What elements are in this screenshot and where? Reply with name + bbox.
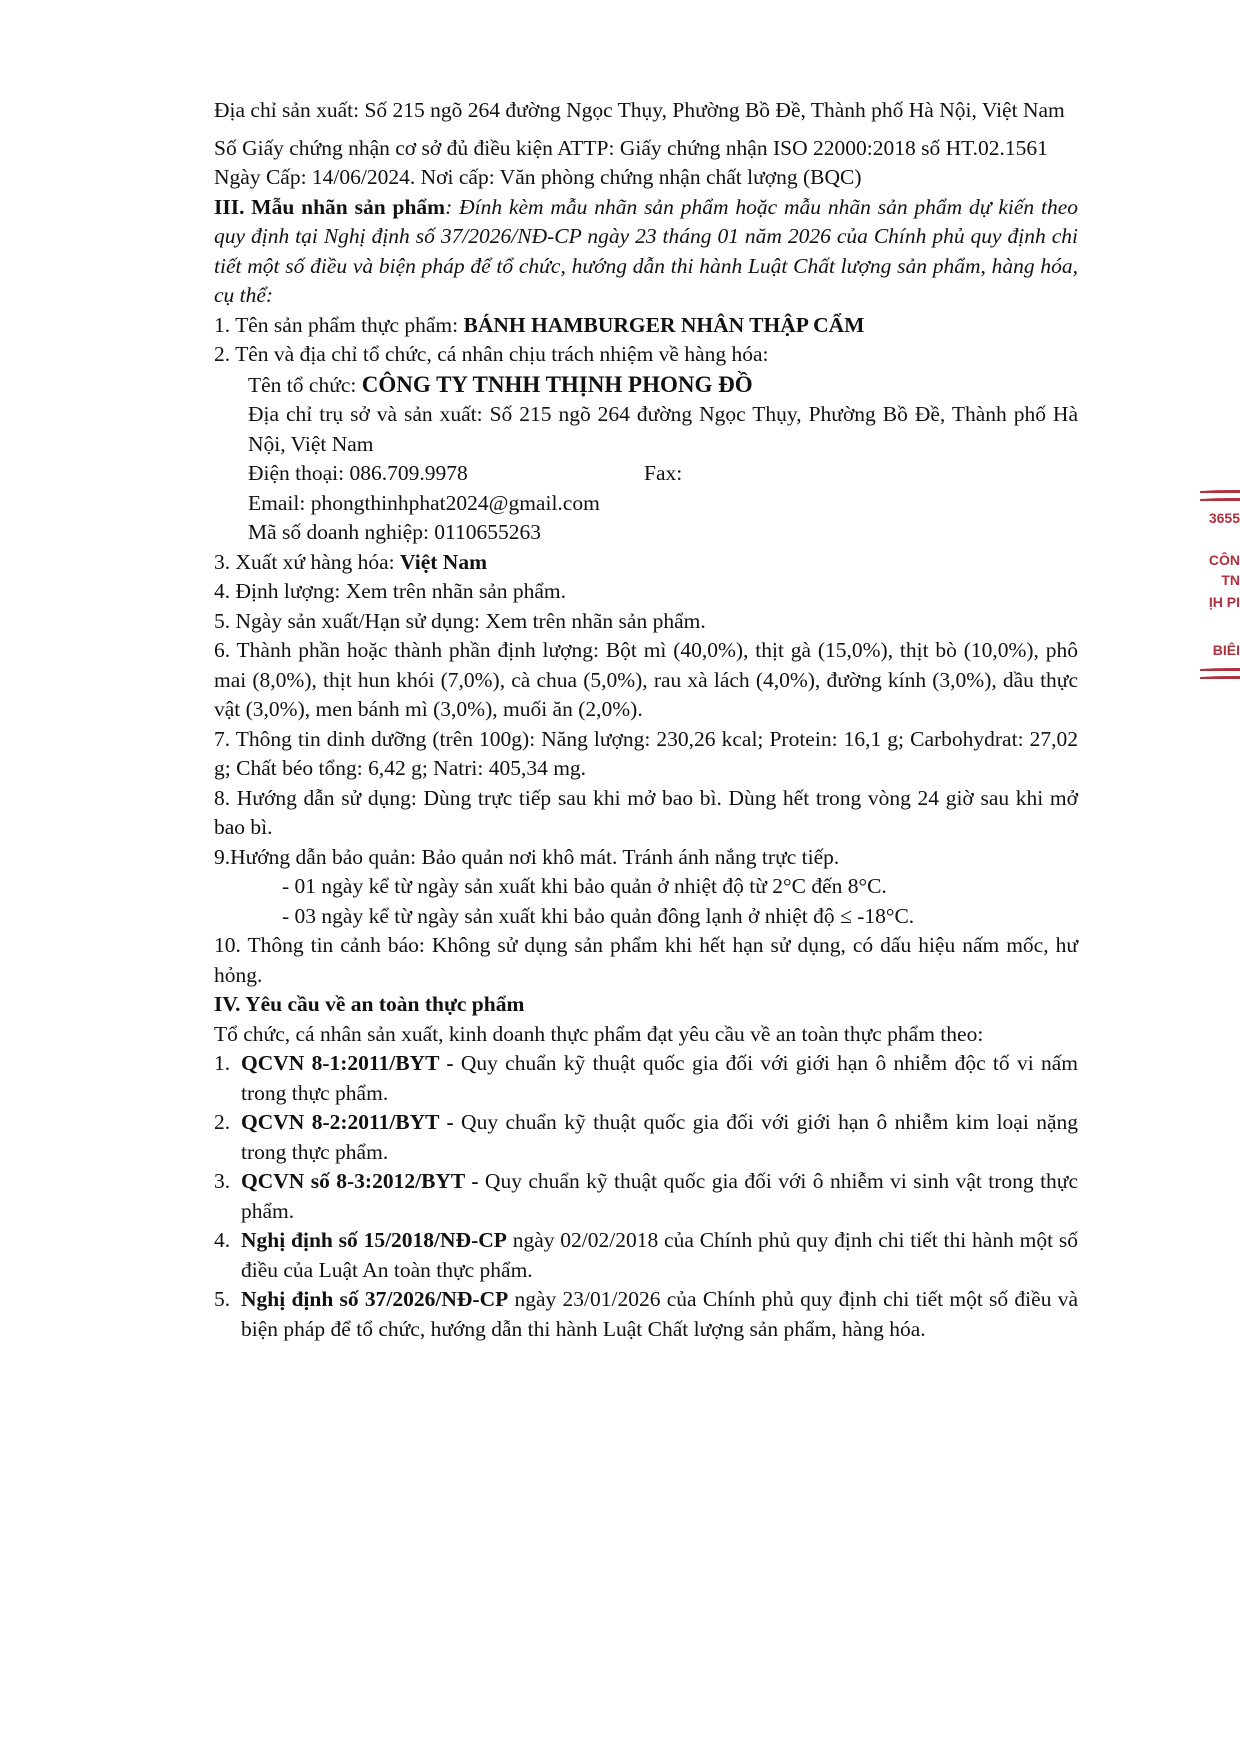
item9-a: - 01 ngày kể từ ngày sản xuất khi bảo quản ở nhiệt độ từ 2°C đến 8°C. xyxy=(282,874,887,898)
regulation-desc: Quy chuẩn kỹ thuật quốc gia đối với ô nhiễm vi sinh vật trong thực phẩm. xyxy=(241,1169,1078,1223)
org-label: Tên tổ chức: xyxy=(248,372,362,397)
list-item xyxy=(214,1049,1078,1108)
item10: 10. Thông tin cảnh báo: Không sử dụng sản phẩm khi hết hạn sử dụng, có dấu hiệu nấm mốc, hư hỏng. xyxy=(214,933,1078,987)
item3-label: 3. Xuất xứ hàng hóa: xyxy=(214,549,401,574)
item8: 8. Hướng dẫn sử dụng: Dùng trực tiếp sau khi mở bao bì. Dùng hết trong vòng 24 giờ sau khi mở bao bì. xyxy=(214,785,1078,839)
regulation-desc: Quy chuẩn kỹ thuật quốc gia đối với giới hạn ô nhiễm kim loại nặng trong thực phẩm. xyxy=(241,1110,1079,1164)
stamp-text: TN xyxy=(1221,572,1240,588)
item1 xyxy=(214,311,1078,341)
product-name: BÁNH HAMBURGER NHÂN THẬP CẨM xyxy=(463,312,865,337)
document-page xyxy=(214,96,1078,1344)
section4-intro: Tổ chức, cá nhân sản xuất, kinh doanh thực phẩm đạt yêu cầu về an toàn thực phẩm theo: xyxy=(214,1021,984,1046)
certificate-line: Số Giấy chứng nhận cơ sở đủ điều kiện ATTP: Giấy chứng nhận ISO 22000:2018 số HT.02.1561 xyxy=(214,135,1048,160)
item6: 6. Thành phần hoặc thành phần định lượng: Bột mì (40,0%), thịt gà (15,0%), thịt bò (10,0%), phô mai (8,0%), thịt hun khói (7,0%), cà chua (5,0%), rau xà lách (4,0%), đường kính (3,0%), dầu thực vật (3,0%), men bánh mì (3,0%), muối ăn (2,0%). xyxy=(214,638,1078,721)
regulation-code: Nghị định số 15/2018/NĐ-CP xyxy=(241,1228,507,1252)
list-item xyxy=(214,1226,1078,1285)
phone: Điện thoại: 086.709.9978 xyxy=(248,461,468,485)
phone-line xyxy=(214,459,1078,489)
list-text xyxy=(241,1108,1078,1167)
issue-line: Ngày Cấp: 14/06/2024. Nơi cấp: Văn phòng chứng nhận chất lượng (BQC) xyxy=(214,165,862,189)
item4: 4. Định lượng: Xem trên nhãn sản phẩm. xyxy=(214,579,567,603)
org-name-line xyxy=(214,370,1078,401)
section3-intro xyxy=(214,193,1078,311)
list-number: 2. xyxy=(214,1110,231,1134)
item1-label: 1. Tên sản phẩm thực phẩm: xyxy=(214,312,464,337)
regulation-code: Nghị định số 37/2026/NĐ-CP xyxy=(241,1287,509,1311)
section3-heading: III. Mẫu nhãn sản phẩm xyxy=(214,194,446,219)
production-address: Địa chỉ sản xuất: Số 215 ngõ 264 đường Ngọc Thụy, Phường Bồ Đề, Thành phố Hà Nội, Việt Nam xyxy=(214,98,1065,122)
section4-heading-text: IV. Yêu cầu về an toàn thực phẩm xyxy=(214,992,525,1016)
stamp-arc xyxy=(1200,676,1240,679)
section4-heading xyxy=(214,990,1078,1020)
regulation-desc: ngày 02/02/2018 của Chính phủ quy định chi tiết thi hành một số điều của Luật An toàn thực phẩm. xyxy=(241,1228,1078,1282)
fax: Fax: xyxy=(644,461,683,485)
stamp-text: ỊH PI xyxy=(1208,594,1240,610)
item3 xyxy=(214,548,1078,578)
stamp-text: BIÊI xyxy=(1212,642,1240,658)
tax-code: Mã số doanh nghiệp: 0110655263 xyxy=(248,520,542,544)
regulation-desc: ngày 23/01/2026 của Chính phủ quy định chi tiết một số điều và biện pháp để tổ chức, hướng dẫn thi hành Luật Chất lượng sản phẩm, hàng hóa. xyxy=(241,1287,1078,1341)
stamp-text: CÔN xyxy=(1208,552,1240,568)
regulation-code: QCVN 8-2:2011/BYT - xyxy=(241,1110,454,1134)
org-address: Địa chỉ trụ sở và sản xuất: Số 215 ngõ 264 đường Ngọc Thụy, Phường Bồ Đề, Thành phố Hà Nội, Việt Nam xyxy=(248,402,1078,456)
stamp-arc xyxy=(1200,490,1240,493)
regulation-list xyxy=(214,1049,1078,1344)
list-number: 5. xyxy=(214,1287,231,1311)
list-number: 1. xyxy=(214,1051,231,1075)
regulation-desc: Quy chuẩn kỹ thuật quốc gia đối với giới hạn ô nhiễm độc tố vi nấm trong thực phẩm. xyxy=(241,1051,1078,1105)
item5: 5. Ngày sản xuất/Hạn sử dụng: Xem trên nhãn sản phẩm. xyxy=(214,608,706,633)
regulation-code: QCVN 8-1:2011/BYT - xyxy=(241,1051,454,1075)
section3-intro-text: : Đính kèm mẫu nhãn sản phẩm hoặc mẫu nhãn sản phẩm dự kiến theo quy định tại Nghị định số 37/2026/NĐ-CP ngày 23 tháng 01 năm 2026 của Chính phủ quy định chi tiết một số điều và biện pháp để tổ chức, hướng dẫn thi hành Luật Chất lượng sản phẩm, hàng hóa, cụ thể: xyxy=(214,194,1078,307)
list-text xyxy=(241,1226,1078,1285)
item2: 2. Tên và địa chỉ tổ chức, cá nhân chịu trách nhiệm về hàng hóa: xyxy=(214,342,769,366)
list-text xyxy=(241,1285,1078,1344)
list-item xyxy=(214,1108,1078,1167)
stamp-arc xyxy=(1200,498,1240,501)
regulation-code: QCVN số 8-3:2012/BYT - xyxy=(241,1169,479,1193)
list-item xyxy=(214,1285,1078,1344)
stamp-fragment xyxy=(1194,490,1240,710)
stamp-arc xyxy=(1200,668,1240,671)
list-number: 4. xyxy=(214,1228,231,1252)
list-text xyxy=(241,1049,1078,1108)
email: Email: phongthinhphat2024@gmail.com xyxy=(248,490,600,515)
list-text xyxy=(241,1167,1078,1226)
item7: 7. Thông tin dinh dưỡng (trên 100g): Năng lượng: 230,26 kcal; Protein: 16,1 g; Carbohydrat: 27,02 g; Chất béo tổng: 6,42 g; Natri: 405,34 mg. xyxy=(214,726,1078,780)
list-number: 3. xyxy=(214,1169,231,1193)
item9-b: - 03 ngày kể từ ngày sản xuất khi bảo quản đông lạnh ở nhiệt độ ≤ -18°C. xyxy=(282,903,915,928)
stamp-text: 3655 xyxy=(1208,510,1240,526)
list-item xyxy=(214,1167,1078,1226)
item9: 9.Hướng dẫn bảo quản: Bảo quản nơi khô mát. Tránh ánh nắng trực tiếp. xyxy=(214,844,840,869)
org-name: CÔNG TY TNHH THỊNH PHONG ĐỒ xyxy=(361,371,753,397)
origin: Việt Nam xyxy=(400,549,487,574)
